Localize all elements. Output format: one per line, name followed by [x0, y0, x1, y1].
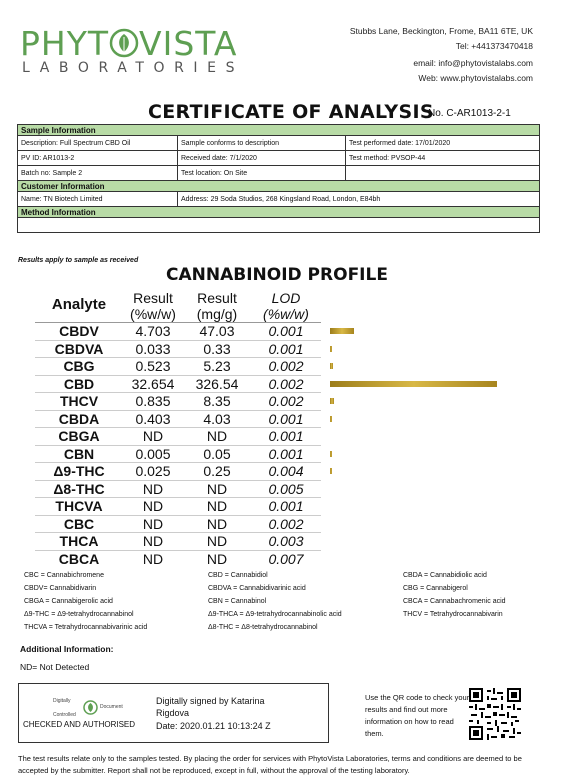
legend-meaning: Tetrahydrocannabivarin — [429, 611, 503, 618]
analyte-name: CBGA — [35, 428, 123, 446]
test-location: Test location: On Site — [178, 166, 346, 181]
result-pct: 32.654 — [123, 375, 183, 393]
logo-text-b: VISTA — [139, 24, 238, 63]
leaf-icon — [109, 27, 139, 57]
legend-item — [403, 598, 506, 605]
analyte-name: THCV — [35, 393, 123, 411]
lod-value: 0.003 — [251, 533, 321, 551]
result-mg: ND — [183, 498, 251, 516]
header-result-pct — [123, 288, 183, 323]
legend-abbr: CBC = — [24, 572, 47, 579]
qr-code-icon[interactable] — [469, 688, 521, 740]
legend-meaning: Cannabidivarin — [49, 585, 97, 592]
analyte-name: CBD — [35, 375, 123, 393]
sample-description: Description: Full Spectrum CBD Oil — [18, 136, 178, 151]
legend-meaning: Cannabigerol — [426, 585, 468, 592]
legend-meaning: Δ9-tetrahydrocannabinol — [57, 611, 134, 618]
legend-abbr: Δ9-THC = — [24, 611, 58, 618]
header-result-mg-a: Result — [197, 290, 237, 306]
bar-THCV — [330, 398, 334, 404]
results-note: Results apply to sample as received — [18, 257, 139, 264]
method-info-heading: Method Information — [18, 207, 540, 218]
result-mg: 0.05 — [183, 445, 251, 463]
stamp-text-mid: Controlled — [53, 712, 76, 718]
result-mg: ND — [183, 550, 251, 567]
table-row — [35, 323, 321, 341]
legend-abbr: CBDV= — [24, 585, 50, 592]
analyte-name: THCA — [35, 533, 123, 551]
legend-abbr: Δ8-THC = — [208, 624, 242, 631]
test-method: Test method: PVSOP-44 — [346, 151, 540, 166]
header-result-pct-a: Result — [133, 290, 173, 306]
legend-meaning: Δ9-tetrahydrocannabinolic acid — [245, 611, 342, 618]
result-pct: 0.835 — [123, 393, 183, 411]
legend-item — [208, 572, 268, 579]
signed-by: Digitally signed by Katarina — [156, 696, 265, 706]
customer-name: Name: TN Biotech Limited — [18, 192, 178, 207]
analyte-name: CBDVA — [35, 340, 123, 358]
legend-meaning: Cannabachromenic acid — [430, 598, 506, 605]
legend-abbr: CBDA = — [403, 572, 431, 579]
result-mg: ND — [183, 428, 251, 446]
result-mg: 47.03 — [183, 323, 251, 341]
lod-value: 0.004 — [251, 463, 321, 481]
table-row — [35, 428, 321, 446]
result-mg: 8.35 — [183, 393, 251, 411]
company-logo — [20, 24, 237, 63]
result-pct: ND — [123, 428, 183, 446]
legend-abbr: CBCA = — [403, 598, 431, 605]
analyte-name: THCVA — [35, 498, 123, 516]
result-mg: 0.33 — [183, 340, 251, 358]
stamp-leaf-icon — [83, 700, 98, 715]
stamp-text-a: Digitally — [53, 698, 71, 704]
table-row — [35, 550, 321, 567]
sample-conforms: Sample conforms to description — [178, 136, 346, 151]
table-row — [35, 340, 321, 358]
table-row — [35, 480, 321, 498]
legend-abbr: THCVA = — [24, 624, 55, 631]
result-pct: 0.033 — [123, 340, 183, 358]
legend-item — [24, 611, 134, 618]
result-pct: ND — [123, 498, 183, 516]
legend-item — [208, 611, 342, 618]
cannabinoid-table — [35, 288, 321, 567]
signature-box — [18, 683, 329, 743]
legend-item — [24, 624, 147, 631]
company-tel: Tel: +441373470418 — [455, 41, 533, 51]
sample-info-table — [17, 124, 540, 233]
customer-address: Address: 29 Soda Studios, 268 Kingsland Road, London, E84bh — [178, 192, 540, 207]
table-row — [35, 515, 321, 533]
table-row — [35, 498, 321, 516]
table-row — [35, 393, 321, 411]
table-row — [35, 410, 321, 428]
result-pct: 4.703 — [123, 323, 183, 341]
result-pct: ND — [123, 533, 183, 551]
legend-meaning: Cannabinol — [230, 598, 267, 605]
nd-note: ND= Not Detected — [20, 662, 90, 672]
bar-CBN — [330, 451, 332, 457]
lod-value: 0.001 — [251, 340, 321, 358]
legend-meaning: Tetrahydrocannabivarinic acid — [54, 624, 148, 631]
legend-item — [403, 572, 487, 579]
legend-meaning: Cannabigerolic acid — [51, 598, 113, 605]
lod-value: 0.001 — [251, 428, 321, 446]
test-date: Test performed date: 17/01/2020 — [346, 136, 540, 151]
lod-value: 0.001 — [251, 323, 321, 341]
lod-value: 0.001 — [251, 498, 321, 516]
stamp-text-b: Document — [100, 704, 123, 710]
legend-abbr: CBN = — [208, 598, 231, 605]
legend-meaning: Δ8-tetrahydrocannabinol — [241, 624, 318, 631]
lod-value: 0.002 — [251, 358, 321, 376]
table-row — [35, 375, 321, 393]
header-result-mg-b: (mg/g) — [196, 306, 238, 322]
qr-instructions: Use the QR code to check your results and find out more information on how to read them. — [365, 693, 470, 738]
lod-value: 0.005 — [251, 480, 321, 498]
legend-meaning: Cannabichromene — [46, 572, 104, 579]
analyte-name: CBC — [35, 515, 123, 533]
analyte-name: CBN — [35, 445, 123, 463]
header-lod-b: (%w/w) — [263, 306, 309, 322]
lod-value: 0.002 — [251, 515, 321, 533]
lod-value: 0.002 — [251, 375, 321, 393]
bar-CBD — [330, 381, 497, 387]
header-lod-a: LOD — [271, 290, 301, 306]
legend-item — [24, 598, 113, 605]
company-web: Web: www.phytovistalabs.com — [418, 73, 533, 83]
bar-Δ9-THC — [330, 468, 332, 474]
bar-CBDVA — [330, 346, 332, 352]
result-pct: ND — [123, 550, 183, 567]
result-pct: ND — [123, 515, 183, 533]
header-result-mg — [183, 288, 251, 323]
legend-abbr: THCV = — [403, 611, 430, 618]
signed-by-name: Rigdova — [156, 708, 190, 718]
result-mg: 326.54 — [183, 375, 251, 393]
logo-subtitle: LABORATORIES — [22, 60, 245, 76]
lod-value: 0.007 — [251, 550, 321, 567]
bar-CBDA — [330, 416, 332, 422]
bar-CBG — [330, 363, 333, 369]
profile-title: CANNABINOID PROFILE — [166, 265, 388, 285]
legend-abbr: CBG = — [403, 585, 427, 592]
header-result-pct-b: (%w/w) — [130, 306, 176, 322]
legend-abbr: CBD = — [208, 572, 231, 579]
logo-text-a: PHYT — [20, 24, 110, 63]
result-pct: 0.025 — [123, 463, 183, 481]
batch-no: Batch no: Sample 2 — [18, 166, 178, 181]
analyte-name: CBDA — [35, 410, 123, 428]
checked-authorised: CHECKED AND AUTHORISED — [23, 720, 136, 729]
result-pct: ND — [123, 480, 183, 498]
legend-meaning: Cannabidivarinic acid — [239, 585, 306, 592]
table-row — [35, 445, 321, 463]
analyte-name: CBDV — [35, 323, 123, 341]
table-row — [35, 358, 321, 376]
header-lod — [251, 288, 321, 323]
result-mg: ND — [183, 533, 251, 551]
legend-item — [24, 585, 96, 592]
result-mg: ND — [183, 515, 251, 533]
sample-info-heading: Sample Information — [18, 125, 540, 136]
lod-value: 0.002 — [251, 393, 321, 411]
document-title: CERTIFICATE OF ANALYSIS — [148, 101, 434, 123]
legend-item — [403, 585, 468, 592]
analyte-name: CBG — [35, 358, 123, 376]
legend-item — [208, 585, 306, 592]
result-mg: 4.03 — [183, 410, 251, 428]
received-date: Received date: 7/1/2020 — [178, 151, 346, 166]
legend-item — [208, 624, 318, 631]
table-row — [35, 533, 321, 551]
additional-info-title: Additional Information: — [20, 644, 114, 654]
legend-meaning: Cannabidiol — [230, 572, 268, 579]
legend-abbr: CBGA = — [24, 598, 52, 605]
table-row — [35, 463, 321, 481]
method-info-body — [18, 218, 540, 233]
customer-info-heading: Customer Information — [18, 181, 540, 192]
empty-cell — [346, 166, 540, 181]
lod-value: 0.001 — [251, 410, 321, 428]
legend-item — [24, 572, 104, 579]
legend-item — [208, 598, 266, 605]
company-address: Stubbs Lane, Beckington, Frome, BA11 6TE, UK — [349, 26, 533, 36]
company-email: email: info@phytovistalabs.com — [413, 58, 533, 68]
legend-abbr: Δ9-THCA = — [208, 611, 246, 618]
result-pct: 0.403 — [123, 410, 183, 428]
analyte-name: Δ8-THC — [35, 480, 123, 498]
result-mg: 5.23 — [183, 358, 251, 376]
header-analyte: Analyte — [35, 288, 123, 323]
result-mg: 0.25 — [183, 463, 251, 481]
footer-disclaimer: The test results relate only to the samples tested. By placing the order for services with PhytoVista Laboratories, terms and conditions are deemed to be accepted by the submitter. Report shall not be reproduced, except in full, without the approval of the testing laboratory. — [18, 754, 522, 775]
legend-item — [403, 611, 503, 618]
legend-abbr: CBDVA = — [208, 585, 240, 592]
signed-date: Date: 2020.01.21 10:13:24 Z — [156, 721, 271, 731]
result-pct: 0.005 — [123, 445, 183, 463]
result-mg: ND — [183, 480, 251, 498]
certificate-number: No. C-AR1013-2-1 — [428, 108, 511, 119]
legend-meaning: Cannabidiolic acid — [430, 572, 487, 579]
result-pct: 0.523 — [123, 358, 183, 376]
bar-CBDV — [330, 328, 354, 334]
pv-id: PV ID: AR1013-2 — [18, 151, 178, 166]
analyte-name: Δ9-THC — [35, 463, 123, 481]
analyte-name: CBCA — [35, 550, 123, 567]
lod-value: 0.001 — [251, 445, 321, 463]
